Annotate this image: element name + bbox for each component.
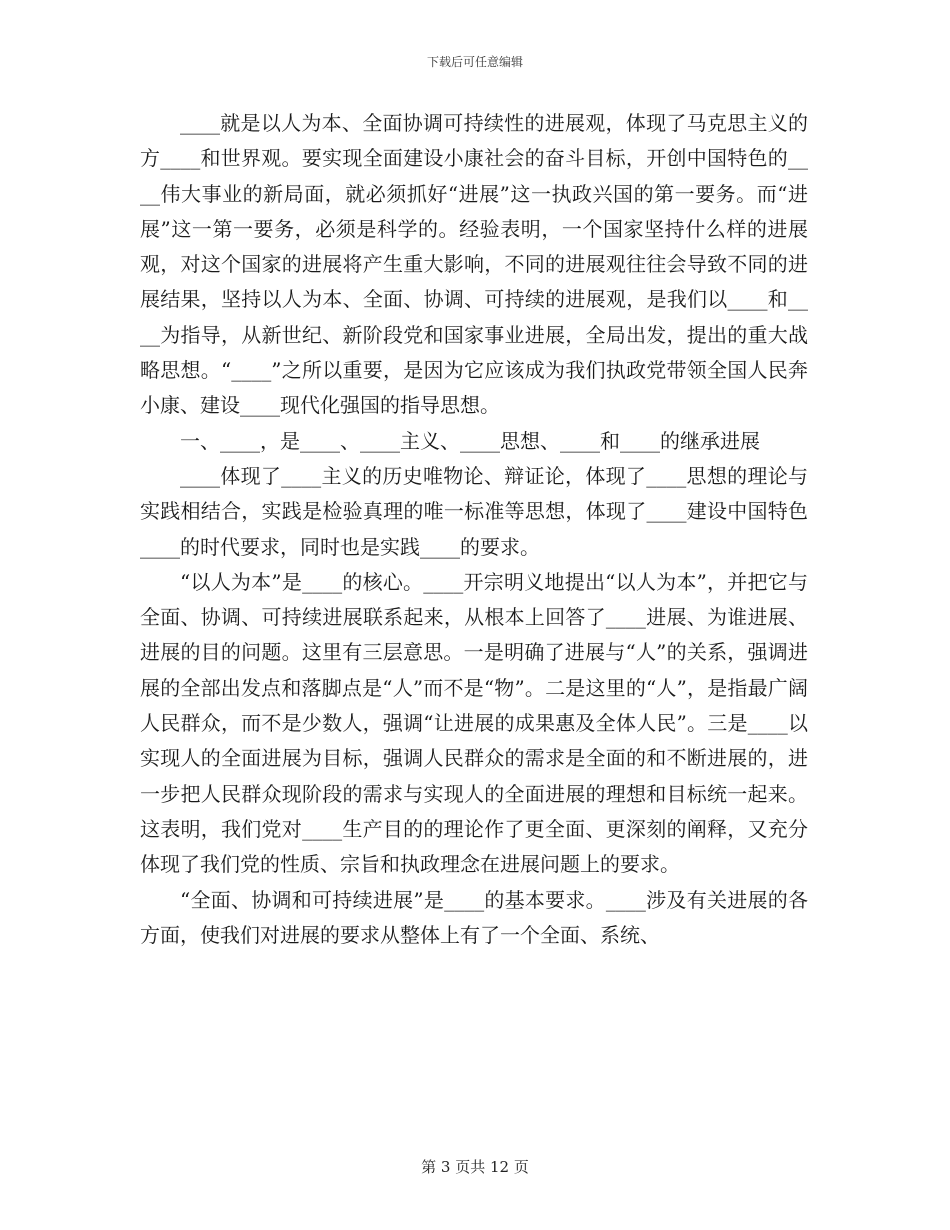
paragraph-inheritance: ____体现了____主义的历史唯物论、辩证论，体现了____思想的理论与实践相结合，实践是检验真理的唯一标准等思想，体现了____建设中国特色____的时代要求，同时也是实践____的要求。: [140, 463, 808, 559]
document-body: [140, 106, 808, 953]
section-heading: 一、____，是____、____主义、____思想、____和____的继承进展: [180, 428, 760, 453]
page-footer: 第 3 页共 12 页: [421, 1158, 529, 1176]
paragraph-comprehensive: “全面、协调和可持续进展”是____的基本要求。____涉及有关进展的各方面，使我们对进展的要求从整体上有了一个全面、系统、: [140, 887, 808, 947]
paragraph-people-first: “以人为本”是____的核心。____开宗明义地提出“以人为本”，并把它与全面、协调、可持续进展联系起来，从根本上回答了____进展、为谁进展、进展的目的问题。这里有三层意思。一是明确了进展与“人”的关系，强调进展的全部出发点和落脚点是“人”而不是“物”。二是这里的“人”，是指最广阔人民群众，而不是少数人，强调“让进展的成果惠及全体人民”。三是____以实现人的全面进展为目标，强调人民群众的需求是全面的和不断进展的，进一步把人民群众现阶段的需求与实现人的全面进展的理想和目标统一起来。这表明，我们党对____生产目的的理论作了更全面、更深刻的阐释，又充分体现了我们党的性质、宗旨和执政理念在进展问题上的要求。: [140, 569, 808, 877]
page-header: 下载后可任意编辑: [426, 55, 523, 69]
paragraph-intro: ____就是以人为本、全面协调可持续性的进展观，体现了马克思主义的方____和世界观。要实现全面建设小康社会的奋斗目标，开创中国特色的____伟大事业的新局面，就必须抓好“进展”这一执政兴国的第一要务。而“进展”这一第一要务，必须是科学的。经验表明，一个国家坚持什么样的进展观，对这个国家的进展将产生重大影响，不同的进展观往往会导致不同的进展结果，坚持以人为本、全面、协调、可持续的进展观，是我们以____和____为指导，从新世纪、新阶段党和国家事业进展，全局出发，提出的重大战略思想。“____”之所以重要，是因为它应该成为我们执政党带领全国人民奔小康、建设____现代化强国的指导思想。: [140, 111, 808, 418]
